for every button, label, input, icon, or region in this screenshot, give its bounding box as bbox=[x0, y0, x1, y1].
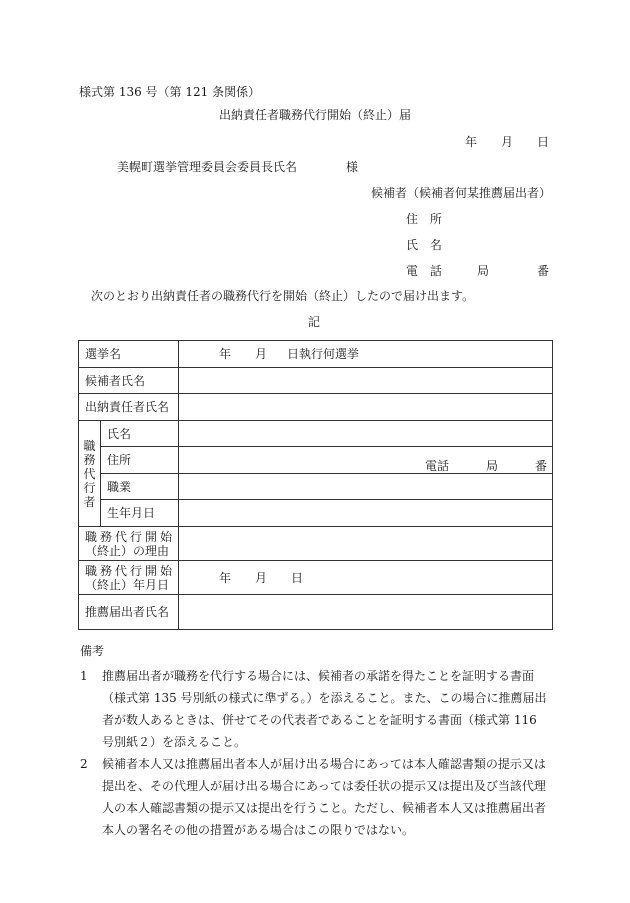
remark-1-number: 1 bbox=[80, 669, 88, 683]
proxy-birth-label: 生年月日 bbox=[101, 500, 179, 527]
reason-value-cell[interactable] bbox=[179, 527, 553, 561]
election-label: 選挙名 bbox=[79, 341, 179, 368]
proxy-job-value-cell[interactable] bbox=[179, 474, 553, 500]
remark-1-text: 推薦届出者が職務を代行する場合には、候補者の承諾を得たことを証明する書面（様式第 135 号別紙の様式に準ずる。）を添えること。また、この場合に推薦届出者が数人あるときは、併せてその代表者であることを証明する書面（様式第 116 号別紙２）を添えること。 bbox=[102, 669, 547, 749]
applicant-name-label: 氏 名 bbox=[406, 238, 446, 252]
proxy-job-label: 職業 bbox=[101, 474, 179, 500]
row-treasurer bbox=[79, 394, 553, 421]
addressee: 美幌町選挙管理委員会委員長氏名 bbox=[117, 160, 298, 174]
remark-1 bbox=[80, 665, 550, 753]
date-value-cell[interactable] bbox=[179, 561, 553, 595]
form-table bbox=[78, 340, 553, 630]
applicant-label: 候補者（候補者何某推薦届出者） bbox=[371, 186, 552, 200]
date-month: 月 bbox=[255, 570, 268, 585]
row-date bbox=[79, 561, 553, 595]
proxy-address-value-cell[interactable] bbox=[179, 447, 553, 474]
candidate-value-cell[interactable] bbox=[179, 368, 553, 394]
proxy-vertical-label: 職 務 代 行 者 bbox=[79, 421, 101, 527]
candidate-label: 候補者氏名 bbox=[79, 368, 179, 394]
row-candidate bbox=[79, 368, 553, 394]
remark-2 bbox=[80, 753, 550, 841]
proxy-address-label: 住所 bbox=[101, 447, 179, 474]
election-month: 月 bbox=[255, 347, 268, 361]
row-proxy-name bbox=[79, 421, 553, 447]
applicant-phone-number: 番 bbox=[537, 264, 550, 278]
row-recommender bbox=[79, 595, 553, 630]
date-year: 年 bbox=[219, 570, 232, 585]
remarks-title: 備考 bbox=[80, 644, 105, 658]
proxy-phone-number: 番 bbox=[535, 459, 548, 473]
election-day-rest: 日執行何選挙 bbox=[287, 347, 360, 361]
header-date-month: 月 bbox=[501, 135, 514, 149]
row-proxy-address bbox=[79, 447, 553, 474]
date-day: 日 bbox=[291, 570, 304, 585]
applicant-address-label: 住 所 bbox=[406, 212, 446, 226]
proxy-name-label: 氏名 bbox=[101, 421, 179, 447]
election-year: 年 bbox=[219, 347, 232, 361]
intro-text: 次のとおり出納責任者の職務代行を開始（終止）したので届け出ます。 bbox=[91, 289, 475, 303]
reason-label: 職務代行開始 （終止）の理由 bbox=[79, 527, 179, 561]
honorific: 様 bbox=[346, 160, 359, 174]
recommender-value-cell[interactable] bbox=[179, 595, 553, 630]
row-proxy-job bbox=[79, 474, 553, 500]
remark-2-number: 2 bbox=[80, 757, 88, 771]
form-number: 様式第 136 号（第 121 条関係） bbox=[79, 85, 261, 99]
row-reason bbox=[79, 527, 553, 561]
header-date-day: 日 bbox=[537, 135, 550, 149]
applicant-phone-label: 電 話 bbox=[406, 264, 446, 278]
ki-heading: 記 bbox=[308, 315, 321, 329]
proxy-phone-exchange: 局 bbox=[486, 459, 499, 473]
recommender-label: 推薦届出者氏名 bbox=[79, 595, 179, 630]
remark-2-text: 候補者本人又は推薦届出者本人が届け出る場合にあっては本人確認書類の提示又は提出を、その代理人が届け出る場合にあっては委任状の提示又は提出及び当該代理人の本人確認書類の提示又は提出を行うこと。ただし、候補者本人又は推薦届出者本人の署名その他の措置がある場合はこの限りではない。 bbox=[102, 757, 547, 837]
row-proxy-birth bbox=[79, 500, 553, 527]
remarks-section bbox=[80, 643, 550, 841]
proxy-name-value-cell[interactable] bbox=[179, 421, 553, 447]
header-date-year: 年 bbox=[465, 135, 478, 149]
treasurer-value-cell[interactable] bbox=[179, 394, 553, 421]
row-election bbox=[79, 341, 553, 368]
proxy-birth-value-cell[interactable] bbox=[179, 500, 553, 527]
date-label: 職務代行開始 （終止）年月日 bbox=[79, 561, 179, 595]
election-value-cell[interactable] bbox=[179, 341, 553, 368]
form-title: 出納責任者職務代行開始（終止）届 bbox=[219, 108, 412, 122]
applicant-phone-exchange: 局 bbox=[477, 264, 490, 278]
proxy-phone-label: 電話 bbox=[425, 459, 450, 473]
treasurer-label: 出納責任者氏名 bbox=[79, 394, 179, 421]
